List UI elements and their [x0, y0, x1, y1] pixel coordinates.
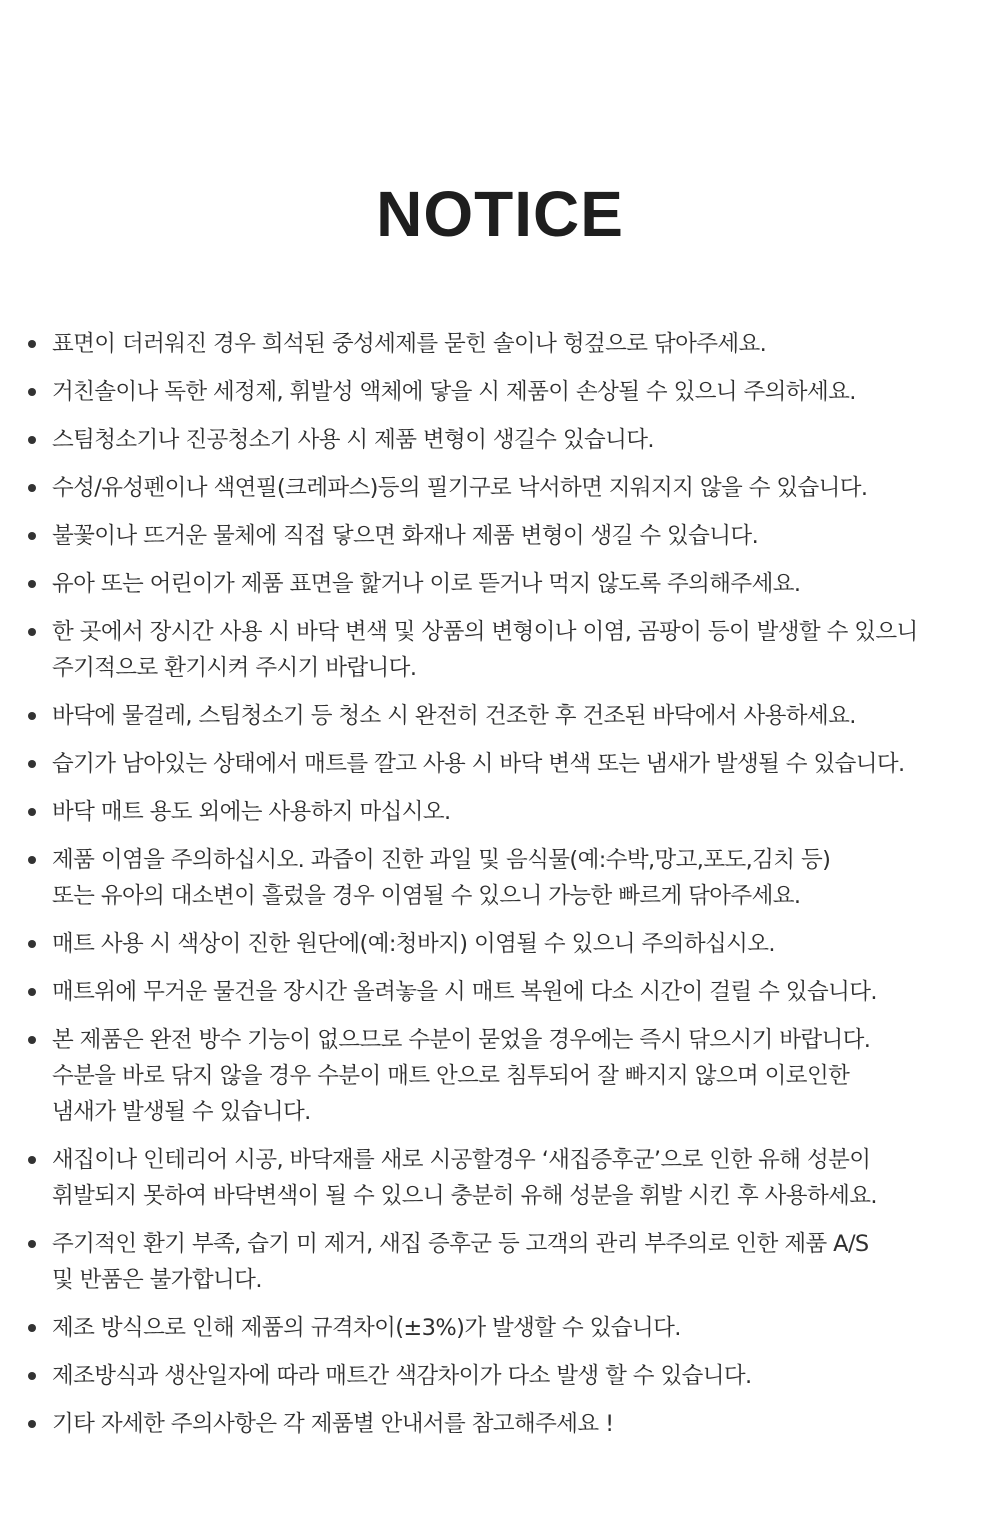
notice-item [0, 1310, 1000, 1346]
bullet-icon [28, 1324, 36, 1332]
bullet-icon [28, 760, 36, 768]
bullet-icon [28, 988, 36, 996]
bullet-icon [28, 1372, 36, 1380]
notice-item [0, 1022, 1000, 1130]
notice-text-line: 새집이나 인테리어 시공, 바닥재를 새로 시공할경우 ‘새집증후군’으로 인한 유해 성분이 [52, 1147, 871, 1173]
notice-text-line: 및 반품은 불가합니다. [52, 1267, 262, 1293]
notice-text-line: 유아 또는 어린이가 제품 표면을 핥거나 이로 뜯거나 먹지 않도록 주의해주세요. [52, 571, 801, 597]
notice-text-line: 바닥에 물걸레, 스팀청소기 등 청소 시 완전히 건조한 후 건조된 바닥에서 사용하세요. [52, 703, 856, 729]
notice-item [0, 614, 1000, 686]
bullet-icon [28, 628, 36, 636]
notice-text-line: 매트 사용 시 색상이 진한 원단에(예:청바지) 이염될 수 있으니 주의하십시오. [52, 931, 775, 957]
notice-item [0, 470, 1000, 506]
notice-text-line: 냄새가 발생될 수 있습니다. [52, 1099, 311, 1125]
notice-text-line: 제품 이염을 주의하십시오. 과즙이 진한 과일 및 음식물(예:수박,망고,포도,김치 등) [52, 847, 831, 873]
notice-item [0, 374, 1000, 410]
notice-item [0, 746, 1000, 782]
notice-text-line: 주기적으로 환기시켜 주시기 바랍니다. [52, 655, 417, 681]
notice-item [0, 794, 1000, 830]
notice-text-line: 수분을 바로 닦지 않을 경우 수분이 매트 안으로 침투되어 잘 빠지지 않으며 이로인한 [52, 1063, 850, 1089]
bullet-icon [28, 436, 36, 444]
notice-item [0, 698, 1000, 734]
notice-item [0, 1406, 1000, 1442]
bullet-icon [28, 484, 36, 492]
notice-text-line: 제조방식과 생산일자에 따라 매트간 색감차이가 다소 발생 할 수 있습니다. [52, 1363, 752, 1389]
bullet-icon [28, 1156, 36, 1164]
bullet-icon [28, 940, 36, 948]
notice-text-line: 수성/유성펜이나 색연필(크레파스)등의 필기구로 낙서하면 지워지지 않을 수 있습니다. [52, 475, 868, 501]
bullet-icon [28, 340, 36, 348]
notice-item [0, 974, 1000, 1010]
notice-text-line: 휘발되지 못하여 바닥변색이 될 수 있으니 충분히 유해 성분을 휘발 시킨 후 사용하세요. [52, 1183, 877, 1209]
notice-item [0, 566, 1000, 602]
notice-item [0, 326, 1000, 362]
notice-text-line: 바닥 매트 용도 외에는 사용하지 마십시오. [52, 799, 451, 825]
notice-item [0, 1358, 1000, 1394]
bullet-icon [28, 1420, 36, 1428]
notice-item [0, 1226, 1000, 1298]
bullet-icon [28, 1240, 36, 1248]
notice-text-line: 본 제품은 완전 방수 기능이 없으므로 수분이 묻었을 경우에는 즉시 닦으시기 바랍니다. [52, 1027, 871, 1053]
notice-text-line: 거친솔이나 독한 세정제, 휘발성 액체에 닿을 시 제품이 손상될 수 있으니 주의하세요. [52, 379, 856, 405]
bullet-icon [28, 580, 36, 588]
bullet-icon [28, 712, 36, 720]
notice-text-line: 주기적인 환기 부족, 습기 미 제거, 새집 증후군 등 고객의 관리 부주의로 인한 제품 A/S [52, 1231, 869, 1257]
bullet-icon [28, 856, 36, 864]
bullet-icon [28, 1036, 36, 1044]
notice-item [0, 422, 1000, 458]
notice-text-line: 매트위에 무거운 물건을 장시간 올려놓을 시 매트 복원에 다소 시간이 걸릴 수 있습니다. [52, 979, 877, 1005]
page-title: NOTICE [376, 178, 624, 250]
bullet-icon [28, 388, 36, 396]
notice-text-line: 표면이 더러워진 경우 희석된 중성세제를 묻힌 솔이나 헝겊으로 닦아주세요. [52, 331, 767, 357]
notice-item [0, 926, 1000, 962]
notice-item [0, 1142, 1000, 1214]
notice-text-line: 또는 유아의 대소변이 흘렀을 경우 이염될 수 있으니 가능한 빠르게 닦아주세요. [52, 883, 801, 909]
notice-text-line: 습기가 남아있는 상태에서 매트를 깔고 사용 시 바닥 변색 또는 냄새가 발생될 수 있습니다. [52, 751, 905, 777]
notice-text-line: 한 곳에서 장시간 사용 시 바닥 변색 및 상품의 변형이나 이염, 곰팡이 등이 발생할 수 있으니 [52, 619, 918, 645]
notice-text-line: 기타 자세한 주의사항은 각 제품별 안내서를 참고해주세요 ! [52, 1411, 614, 1437]
notice-list [0, 326, 1000, 1454]
notice-text-line: 불꽃이나 뜨거운 물체에 직접 닿으면 화재나 제품 변형이 생길 수 있습니다. [52, 523, 759, 549]
notice-item [0, 518, 1000, 554]
notice-item [0, 842, 1000, 914]
notice-text-line: 제조 방식으로 인해 제품의 규격차이(±3%)가 발생할 수 있습니다. [52, 1315, 681, 1341]
bullet-icon [28, 808, 36, 816]
notice-text-line: 스팀청소기나 진공청소기 사용 시 제품 변형이 생길수 있습니다. [52, 427, 654, 453]
bullet-icon [28, 532, 36, 540]
